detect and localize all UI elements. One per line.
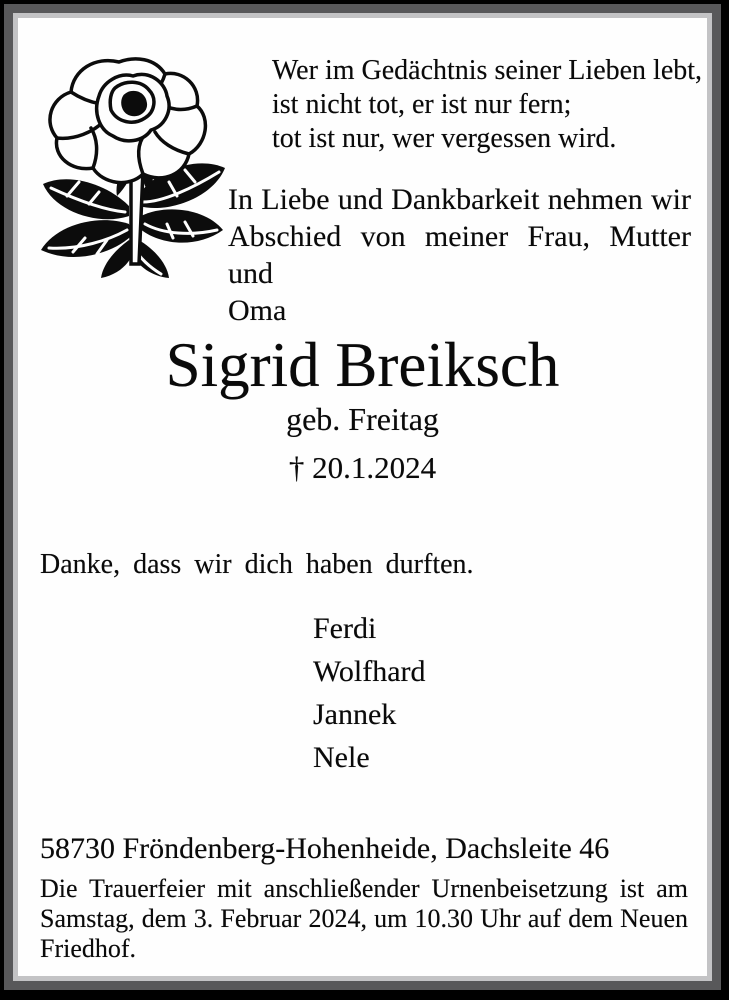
poem-line: Wer im Gedächtnis seiner Lieben lebt, [272,55,703,86]
deceased-name: Sigrid Breiksch [165,330,560,400]
mourner-name: Wolfhard [313,655,426,688]
poem-line: tot ist nur, wer vergessen wird. [272,123,617,154]
notice-content [18,18,707,976]
death-date: † 20.1.2024 [288,450,437,485]
mourner-name: Ferdi [313,612,377,645]
rose-icon [33,54,229,278]
mourner-name: Nele [313,741,370,774]
address-line: 58730 Fröndenberg-Hohenheide, Dachsleite 46 [40,832,610,865]
funeral-line: Samstag, dem 3. Februar 2024, um 10.30 Uhr auf dem Neuen [40,904,688,933]
mourners-list [313,607,613,779]
inner-frame [13,13,712,981]
thanks-line: Danke, dass wir dich haben durften. [40,549,474,580]
intro-line: Oma [228,294,287,327]
funeral-line: Die Trauerfeier mit anschließender Urnenbeisetzung ist am [40,874,688,903]
intro-text [228,181,691,329]
mourner-name: Jannek [313,698,397,731]
memorial-poem [272,54,702,156]
funeral-line: Friedhof. [40,934,137,963]
poem-line: ist nicht tot, er ist nur fern; [272,89,572,120]
outer-frame [4,4,721,990]
intro-line: In Liebe und Dankbarkeit nehmen wir [228,183,691,216]
intro-line: Abschied von meiner Frau, Mutter und [228,220,691,290]
funeral-info [40,874,688,964]
maiden-name: geb. Freitag [286,401,439,437]
